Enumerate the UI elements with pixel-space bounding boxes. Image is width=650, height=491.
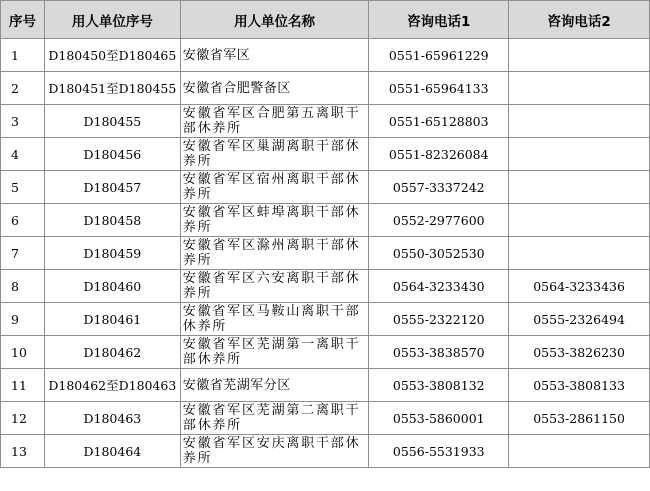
row-seq: 10	[1, 336, 45, 369]
row-phone-1: 0564-3233430	[369, 270, 509, 303]
row-unit-code: D180451至D180455	[44, 72, 180, 105]
row-phone-1: 0556-5531933	[369, 435, 509, 468]
row-phone-1: 0553-3808132	[369, 369, 509, 402]
row-phone-2	[509, 105, 650, 138]
row-phone-1: 0550-3052530	[369, 237, 509, 270]
row-unit-name: 安徽省军区宿州离职干部休养所	[180, 171, 369, 204]
header-phone-1: 咨询电话1	[369, 1, 509, 39]
row-phone-2	[509, 171, 650, 204]
row-unit-code: D180462	[44, 336, 180, 369]
row-seq: 13	[1, 435, 45, 468]
row-seq: 1	[1, 39, 45, 72]
row-unit-name: 安徽省军区	[180, 39, 369, 72]
row-phone-2	[509, 72, 650, 105]
row-phone-1: 0555-2322120	[369, 303, 509, 336]
row-seq: 7	[1, 237, 45, 270]
row-unit-name: 安徽省军区巢湖离职干部休养所	[180, 138, 369, 171]
row-phone-1: 0553-5860001	[369, 402, 509, 435]
row-phone-2: 0555-2326494	[509, 303, 650, 336]
row-unit-code: D180458	[44, 204, 180, 237]
table-row	[1, 204, 650, 237]
row-unit-code: D180460	[44, 270, 180, 303]
row-unit-name: 安徽省军区合肥第五离职干部休养所	[180, 105, 369, 138]
row-seq: 5	[1, 171, 45, 204]
header-unit-code: 用人单位序号	[44, 1, 180, 39]
table-row	[1, 270, 650, 303]
row-unit-name: 安徽省芜湖军分区	[180, 369, 369, 402]
table-row	[1, 336, 650, 369]
row-phone-1: 0551-65128803	[369, 105, 509, 138]
row-phone-2	[509, 138, 650, 171]
row-unit-name: 安徽省军区蚌埠离职干部休养所	[180, 204, 369, 237]
row-unit-code: D180462至D180463	[44, 369, 180, 402]
row-unit-name: 安徽省军区芜湖第二离职干部休养所	[180, 402, 369, 435]
row-seq: 6	[1, 204, 45, 237]
row-phone-2	[509, 237, 650, 270]
row-phone-2	[509, 204, 650, 237]
table-row	[1, 369, 650, 402]
row-seq: 12	[1, 402, 45, 435]
table-row	[1, 303, 650, 336]
row-phone-1: 0557-3337242	[369, 171, 509, 204]
table-header-row	[1, 1, 650, 39]
row-unit-name: 安徽省军区滁州离职干部休养所	[180, 237, 369, 270]
row-phone-2: 0553-3826230	[509, 336, 650, 369]
row-phone-2	[509, 435, 650, 468]
table-row	[1, 39, 650, 72]
table-row	[1, 402, 650, 435]
row-seq: 8	[1, 270, 45, 303]
row-seq: 4	[1, 138, 45, 171]
row-unit-name: 安徽省军区马鞍山离职干部休养所	[180, 303, 369, 336]
row-unit-name: 安徽省军区六安离职干部休养所	[180, 270, 369, 303]
row-phone-1: 0551-65964133	[369, 72, 509, 105]
row-unit-code: D180463	[44, 402, 180, 435]
row-unit-code: D180450至D180465	[44, 39, 180, 72]
row-phone-2	[509, 39, 650, 72]
row-phone-1: 0551-82326084	[369, 138, 509, 171]
table-row	[1, 435, 650, 468]
table-row	[1, 138, 650, 171]
row-seq: 11	[1, 369, 45, 402]
row-phone-2: 0553-2861150	[509, 402, 650, 435]
row-phone-2: 0553-3808133	[509, 369, 650, 402]
row-unit-code: D180459	[44, 237, 180, 270]
header-seq: 序号	[1, 1, 45, 39]
row-unit-code: D180455	[44, 105, 180, 138]
row-unit-code: D180456	[44, 138, 180, 171]
row-unit-name: 安徽省军区芜湖第一离职干部休养所	[180, 336, 369, 369]
row-phone-1: 0551-65961229	[369, 39, 509, 72]
row-phone-2: 0564-3233436	[509, 270, 650, 303]
row-unit-code: D180464	[44, 435, 180, 468]
row-unit-code: D180461	[44, 303, 180, 336]
table-row	[1, 72, 650, 105]
row-seq: 3	[1, 105, 45, 138]
header-unit-name: 用人单位名称	[180, 1, 369, 39]
row-seq: 9	[1, 303, 45, 336]
row-unit-name: 安徽省军区安庆离职干部休养所	[180, 435, 369, 468]
row-unit-code: D180457	[44, 171, 180, 204]
row-seq: 2	[1, 72, 45, 105]
table-row	[1, 237, 650, 270]
table-row	[1, 105, 650, 138]
table-row	[1, 171, 650, 204]
header-phone-2: 咨询电话2	[509, 1, 650, 39]
row-unit-name: 安徽省合肥警备区	[180, 72, 369, 105]
row-phone-1: 0553-3838570	[369, 336, 509, 369]
row-phone-1: 0552-2977600	[369, 204, 509, 237]
